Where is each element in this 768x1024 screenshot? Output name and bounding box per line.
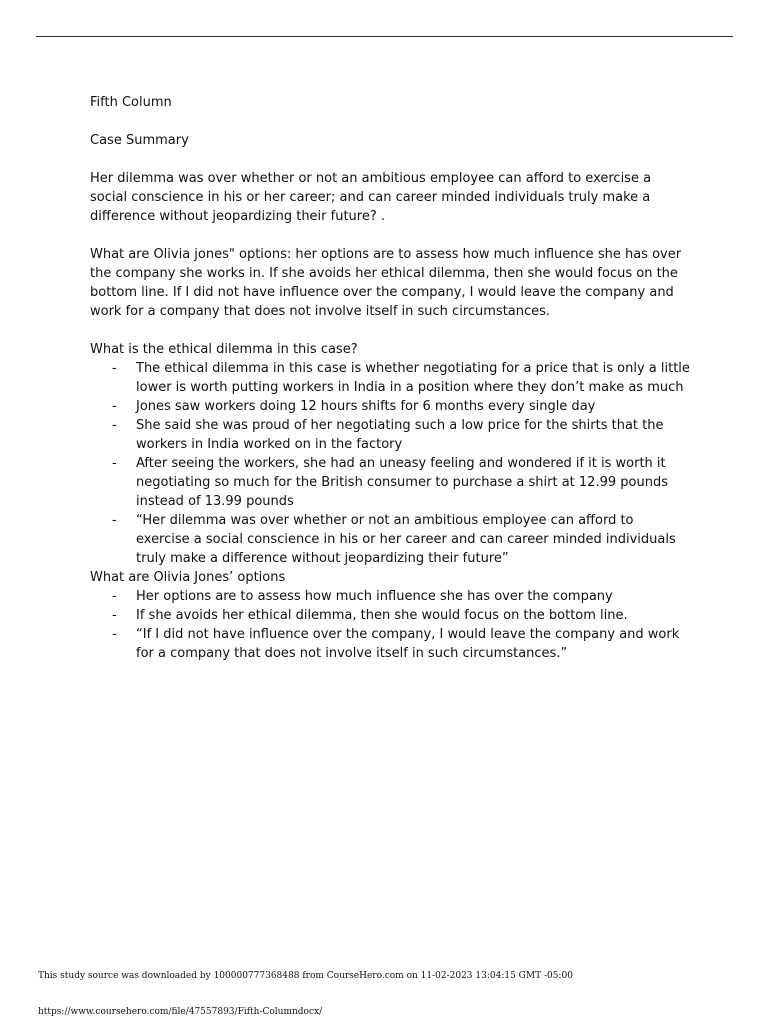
case-summary-heading: Case Summary xyxy=(90,133,189,148)
list-item xyxy=(90,587,690,606)
list-item-text: Jones saw workers doing 12 hours shifts for 6 months every single day xyxy=(136,399,596,414)
header-divider xyxy=(36,36,733,37)
list-item-text: After seeing the workers, she had an uneasy feeling and wondered if it is worth it negotiating so much for the British consumer to purchase a shirt at 12.99 pounds instead of 13.99 pounds xyxy=(136,456,668,509)
list-item xyxy=(90,606,690,625)
list-item-text: If she avoids her ethical dilemma, then she would focus on the bottom line. xyxy=(136,608,628,623)
download-notice: This study source was downloaded by 100000777368488 from CourseHero.com on 11-02-2023 13:04:15 GMT -05:00 xyxy=(38,971,573,981)
options-list xyxy=(90,587,690,663)
dash-bullet: - xyxy=(112,361,117,376)
dilemma-heading: What is the ethical dilemma in this case? xyxy=(90,342,358,357)
list-item xyxy=(90,416,690,454)
dash-bullet: - xyxy=(112,418,117,433)
list-item xyxy=(90,625,690,663)
list-item-text: “Her dilemma was over whether or not an ambitious employee can afford to exercise a social conscience in his or her career and can career minded individuals truly make a difference without jeopardizing their future” xyxy=(136,513,676,566)
list-item xyxy=(90,454,690,511)
list-item-text: The ethical dilemma in this case is whether negotiating for a price that is only a little lower is worth putting workers in India in a position where they don’t make as much xyxy=(136,361,690,395)
options-heading: What are Olivia Jones’ options xyxy=(90,570,286,585)
list-item-text: She said she was proud of her negotiating such a low price for the shirts that the workers in India worked on in the factory xyxy=(136,418,664,452)
list-item-text: “If I did not have influence over the company, I would leave the company and work for a company that does not involve itself in such circumstances.” xyxy=(136,627,680,661)
dash-bullet: - xyxy=(112,513,117,528)
list-item-text: Her options are to assess how much influence she has over the company xyxy=(136,589,613,604)
list-item xyxy=(90,397,690,416)
dash-bullet: - xyxy=(112,608,117,623)
list-item xyxy=(90,511,690,568)
document-title: Fifth Column xyxy=(90,95,172,110)
dash-bullet: - xyxy=(112,627,117,642)
document-body xyxy=(90,93,690,663)
dilemma-list xyxy=(90,359,690,568)
summary-paragraph: Her dilemma was over whether or not an ambitious employee can afford to exercise a social conscience in his or her career; and can career minded individuals truly make a difference without jeopardizing their future? . xyxy=(90,171,652,224)
options-paragraph: What are Olivia jones" options: her options are to assess how much influence she has over the company she works in. If she avoids her ethical dilemma, then she would focus on the bottom line. If I did not have influence over the company, I would leave the company and work for a company that does not involve itself in such circumstances. xyxy=(90,247,682,319)
list-item xyxy=(90,359,690,397)
dash-bullet: - xyxy=(112,399,117,414)
dash-bullet: - xyxy=(112,456,117,471)
dash-bullet: - xyxy=(112,589,117,604)
source-url-link[interactable]: https://www.coursehero.com/file/47557893/Fifth-Columndocx/ xyxy=(38,1007,323,1017)
